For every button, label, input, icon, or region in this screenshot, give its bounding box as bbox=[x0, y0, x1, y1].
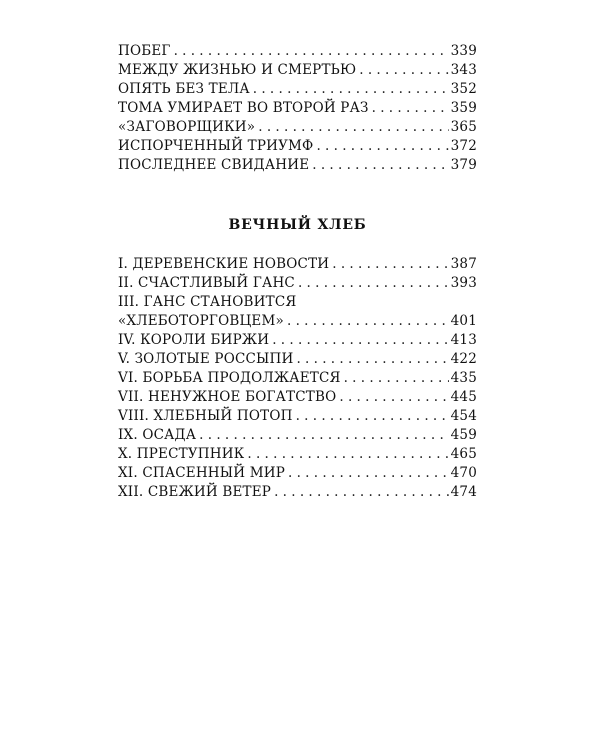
toc-entry-title: III. ГАНС СТАНОВИТСЯ bbox=[118, 294, 297, 310]
dot-leader bbox=[174, 42, 449, 61]
toc-list-first-section bbox=[118, 42, 477, 175]
dot-leader bbox=[272, 331, 448, 350]
toc-entry-page: 359 bbox=[450, 100, 477, 116]
toc-entry[interactable] bbox=[118, 42, 477, 61]
toc-entry-title: VII. НЕНУЖНОЕ БОГАТСТВО bbox=[118, 389, 337, 405]
dot-leader bbox=[199, 426, 448, 445]
toc-entry-title: IX. ОСАДА bbox=[118, 427, 197, 443]
toc-entry[interactable] bbox=[118, 483, 477, 502]
toc-entry-page: 459 bbox=[450, 427, 477, 443]
dot-leader bbox=[344, 369, 449, 388]
toc-entry-title: II. СЧАСТЛИВЫЙ ГАНС bbox=[118, 275, 295, 291]
toc-entry-title: X. ПРЕСТУПНИК bbox=[118, 446, 245, 462]
toc-entry-title: ОПЯТЬ БЕЗ ТЕЛА bbox=[118, 81, 250, 97]
dot-leader bbox=[298, 274, 449, 293]
toc-entry-page: 413 bbox=[450, 332, 477, 348]
dot-leader bbox=[258, 118, 448, 137]
toc-entry-page: 435 bbox=[450, 370, 477, 386]
dot-leader bbox=[288, 464, 449, 483]
toc-entry[interactable] bbox=[118, 274, 477, 293]
toc-entry-page: 393 bbox=[450, 275, 477, 291]
toc-entry-page: 339 bbox=[450, 43, 477, 59]
toc-entry[interactable] bbox=[118, 388, 477, 407]
toc-entry-title: VIII. ХЛЕБНЫЙ ПОТОП bbox=[118, 408, 293, 424]
toc-entry-page: 372 bbox=[450, 138, 477, 154]
toc-entry[interactable] bbox=[118, 137, 477, 156]
table-of-contents bbox=[118, 42, 477, 502]
dot-leader bbox=[372, 99, 449, 118]
toc-entry[interactable] bbox=[118, 369, 477, 388]
toc-entry-title: ИСПОРЧЕННЫЙ ТРИУМФ bbox=[118, 138, 314, 154]
dot-leader bbox=[287, 312, 449, 331]
toc-entry[interactable] bbox=[118, 255, 477, 274]
dot-leader bbox=[247, 445, 448, 464]
toc-entry-page: 343 bbox=[450, 62, 477, 78]
toc-entry-title: ПОБЕГ bbox=[118, 43, 171, 59]
dot-leader bbox=[296, 350, 448, 369]
toc-entry[interactable] bbox=[118, 464, 477, 483]
toc-entry-title: ТОМА УМИРАЕТ ВО ВТОРОЙ РАЗ bbox=[118, 100, 369, 116]
toc-entry-page: 401 bbox=[450, 313, 477, 329]
dot-leader bbox=[339, 388, 448, 407]
toc-entry-title: XI. СПАСЕННЫЙ МИР bbox=[118, 465, 286, 481]
toc-entry-page: 379 bbox=[450, 157, 477, 173]
toc-entry-page: 470 bbox=[450, 465, 477, 481]
toc-entry-continuation[interactable] bbox=[118, 312, 477, 331]
dot-leader bbox=[332, 255, 448, 274]
dot-leader bbox=[316, 137, 448, 156]
toc-entry-page: 445 bbox=[450, 389, 477, 405]
toc-entry[interactable] bbox=[118, 445, 477, 464]
toc-entry-title: ПОСЛЕДНЕЕ СВИДАНИЕ bbox=[118, 157, 310, 173]
toc-entry-page: 352 bbox=[450, 81, 477, 97]
toc-entry-page: 387 bbox=[450, 256, 477, 272]
toc-entry-first-line[interactable] bbox=[118, 293, 477, 312]
toc-entry-title: VI. БОРЬБА ПРОДОЛЖАЕТСЯ bbox=[118, 370, 341, 386]
dot-leader bbox=[312, 156, 448, 175]
dot-leader bbox=[253, 80, 449, 99]
toc-entry-title: I. ДЕРЕВЕНСКИЕ НОВОСТИ bbox=[118, 256, 330, 272]
dot-leader bbox=[274, 483, 449, 502]
section-heading: ВЕЧНЫЙ ХЛЕБ bbox=[228, 217, 367, 233]
toc-entry-title: МЕЖДУ ЖИЗНЬЮ И СМЕРТЬЮ bbox=[118, 62, 357, 78]
toc-entry[interactable] bbox=[118, 80, 477, 99]
toc-entry[interactable] bbox=[118, 331, 477, 350]
toc-entry-page: 422 bbox=[450, 351, 477, 367]
toc-entry-title: V. ЗОЛОТЫЕ РОССЫПИ bbox=[118, 351, 294, 367]
toc-entry-page: 474 bbox=[450, 484, 477, 500]
toc-entry[interactable] bbox=[118, 407, 477, 426]
toc-entry-title: «ЗАГОВОРЩИКИ» bbox=[118, 119, 256, 135]
toc-list-second-section bbox=[118, 255, 477, 502]
toc-entry[interactable] bbox=[118, 156, 477, 175]
toc-entry[interactable] bbox=[118, 426, 477, 445]
toc-entry-page: 454 bbox=[450, 408, 477, 424]
dot-leader bbox=[359, 61, 448, 80]
toc-entry-title: IV. КОРОЛИ БИРЖИ bbox=[118, 332, 270, 348]
toc-entry-title-continuation: «ХЛЕБОТОРГОВЦЕМ» bbox=[118, 313, 284, 329]
toc-entry-page: 465 bbox=[450, 446, 477, 462]
toc-entry-page: 365 bbox=[450, 119, 477, 135]
toc-entry[interactable] bbox=[118, 99, 477, 118]
dot-leader bbox=[296, 407, 449, 426]
toc-entry[interactable] bbox=[118, 61, 477, 80]
toc-entry-title: XII. СВЕЖИЙ ВЕТЕР bbox=[118, 484, 272, 500]
toc-entry[interactable] bbox=[118, 350, 477, 369]
toc-entry[interactable] bbox=[118, 118, 477, 137]
